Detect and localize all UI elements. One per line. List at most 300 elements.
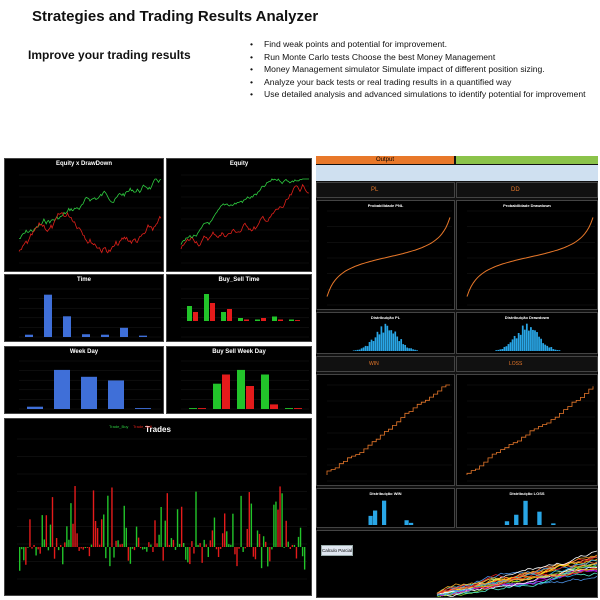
pl-summary [316, 182, 455, 198]
trade-bar [146, 547, 147, 552]
sell-bar [210, 303, 215, 321]
trade-bar [56, 538, 57, 547]
sell-bar [193, 312, 198, 321]
trade-bar [197, 545, 198, 547]
trade-bar [269, 547, 270, 561]
chart-title: Distribuição LOSS [509, 491, 545, 496]
trade-bar [245, 547, 246, 548]
time-bar [139, 336, 147, 337]
pl-histogram-bar [385, 324, 387, 351]
trade-bar [35, 547, 36, 555]
buy-bar [204, 294, 209, 321]
trade-bar [298, 537, 299, 547]
trade-bar [251, 504, 252, 547]
equity-green-line [181, 179, 309, 245]
dist-dd-svg [457, 313, 598, 354]
time-svg [5, 275, 164, 342]
dd-histogram-bar [532, 330, 534, 351]
trade-bar [277, 510, 278, 547]
trade-bar [72, 524, 73, 547]
dd-histogram-bar [516, 338, 518, 351]
trade-bar [154, 520, 155, 547]
win-distribution-chart [316, 488, 455, 528]
pl-histogram-bar [361, 348, 363, 351]
win-label: WIN [369, 361, 379, 367]
trade-bar [132, 547, 133, 549]
pl-histogram-bar [388, 330, 390, 351]
buy-bar [189, 408, 197, 409]
dd-histogram-bar [557, 350, 559, 351]
pl-histogram-bar [412, 349, 414, 351]
trade-bar [68, 540, 69, 547]
trade-bar [193, 547, 194, 554]
trade-bar [105, 547, 106, 558]
trade-bar [117, 540, 118, 547]
sell-bar [270, 404, 278, 409]
chart-title: Trades [145, 425, 171, 434]
time-bar [44, 295, 52, 337]
pl-histogram-bar [406, 348, 408, 351]
trade-bar [40, 547, 41, 554]
chart-title: Buy_Sell Time [218, 277, 260, 283]
dd-histogram-bar [559, 350, 561, 351]
trade-bar [50, 525, 51, 547]
monte-carlo-panel [316, 530, 598, 598]
pl-histogram-bar [392, 333, 394, 351]
trade-bar [288, 542, 289, 547]
trade-bar [273, 505, 274, 547]
trade-bar [247, 529, 248, 547]
dist-loss-svg [457, 489, 598, 528]
trade-bar [144, 547, 145, 549]
chart-title: Week Day [69, 349, 99, 355]
trade-bar [165, 521, 166, 547]
dd-histogram-bar [504, 347, 506, 351]
chart-title: Distribuição PL [370, 315, 401, 320]
dd-histogram-bar [536, 332, 538, 351]
loss-probability-curve [467, 386, 593, 475]
output-header: Output [316, 156, 454, 164]
time-bar [82, 334, 90, 337]
trade-bar [228, 544, 229, 547]
trade-bar [206, 544, 207, 547]
time-bar [63, 316, 71, 337]
buy-bar [255, 320, 260, 322]
loss-histogram-bar [537, 512, 541, 525]
trade-bar [124, 506, 125, 547]
dd-histogram-bar [546, 346, 548, 351]
pl-histogram-bar [396, 337, 398, 351]
dd-histogram-bar [506, 346, 508, 351]
trade-bar [97, 528, 98, 547]
equity-svg [167, 159, 312, 272]
trade-bar [230, 545, 231, 547]
trade-bar [271, 547, 272, 549]
trade-bar [85, 547, 86, 548]
trade-bar [242, 547, 243, 552]
trade-bar [156, 543, 157, 547]
dist-win-svg [317, 489, 455, 528]
pl-histogram-bar [387, 326, 389, 351]
buy-bar [272, 317, 277, 322]
loss-label: LOSS [509, 361, 523, 367]
buy-bar [213, 384, 221, 409]
trade-bar [222, 533, 223, 547]
page-title: Strategies and Trading Results Analyzer [32, 8, 319, 25]
sell-bar [246, 386, 254, 409]
pl-histogram-bar [410, 348, 412, 351]
trade-bar [58, 547, 59, 550]
trade-bar [175, 547, 176, 550]
trade-bar [265, 542, 266, 547]
trade-bar [259, 534, 260, 547]
dd-histogram-bar [530, 327, 532, 351]
trade-bar [78, 547, 79, 551]
page-subtitle: Improve your trading results [28, 48, 191, 62]
dd-histogram-bar [508, 344, 510, 351]
equity-chart [166, 158, 312, 272]
win-histogram-bar [382, 501, 386, 525]
weekday-bar [54, 370, 70, 409]
dd-probability-chart [456, 200, 598, 310]
stats-table [316, 165, 598, 181]
chart-title: Distribuição WIN [369, 491, 402, 496]
feature-item: • Money Management simulator Simulate impact of different position sizing. [246, 63, 586, 76]
dd-histogram-bar [526, 324, 528, 351]
trade-bar [195, 492, 196, 547]
chart-title: Probabilidade PNL [367, 203, 404, 208]
chart-title: Equity [229, 161, 249, 167]
trade-bar [302, 547, 303, 556]
trade-bar [300, 528, 301, 547]
dd-histogram-bar [548, 347, 550, 351]
feature-list [246, 38, 586, 101]
dd-histogram-bar [552, 349, 554, 351]
prob-pl-svg [317, 201, 455, 310]
trade-bar [181, 507, 182, 547]
dd-histogram-bar [528, 331, 530, 351]
weekday-bar [135, 408, 151, 409]
buy-sell-time-svg [167, 275, 312, 342]
pl-histogram-bar [375, 337, 377, 351]
trade-bar [93, 490, 94, 547]
win-histogram-bar [405, 520, 409, 525]
dd-histogram-bar [544, 345, 546, 351]
equity-drawdown-chart [4, 158, 164, 272]
trade-bar [136, 527, 137, 547]
trade-bar [283, 547, 284, 548]
pl-histogram-bar [355, 350, 357, 351]
trade-bar [126, 528, 127, 547]
pl-histogram-bar [408, 348, 410, 351]
dd-histogram-bar [522, 326, 524, 351]
sell-bar [295, 320, 300, 321]
pl-histogram-bar [398, 341, 400, 351]
chart-title: Buy Sell Week Day [212, 349, 266, 355]
trade-bar [255, 547, 256, 559]
output-header-right [456, 156, 598, 164]
dd-histogram-bar [499, 349, 501, 351]
buy-bar [238, 318, 243, 321]
trade-bar [257, 530, 258, 547]
trade-bar [212, 530, 213, 547]
sell-bar [278, 320, 283, 322]
monte-carlo-svg [317, 531, 598, 598]
trade-bar [87, 547, 88, 548]
trade-bar [185, 547, 186, 560]
win-probability-curve [327, 385, 450, 475]
trade-bar [152, 547, 153, 552]
trade-bar [286, 521, 287, 547]
buy-bar [221, 312, 226, 321]
buy-bar [237, 370, 245, 409]
time-bar [101, 335, 109, 337]
trade-bar [304, 547, 305, 570]
trade-bar [99, 545, 100, 547]
trade-bar [160, 507, 161, 547]
pl-histogram-bar [371, 340, 373, 351]
trade-bar [210, 540, 211, 547]
pl-histogram-bar [379, 334, 381, 351]
equity-red-line [181, 185, 309, 249]
prob-win-svg [317, 375, 455, 486]
pl-probability-curve [327, 217, 450, 296]
trade-bar [187, 547, 188, 562]
dist-pl-svg [317, 313, 455, 354]
trade-bar [150, 545, 151, 547]
win-summary [316, 356, 455, 372]
trade-bar [142, 547, 143, 550]
dd-probability-curve [467, 217, 593, 296]
feature-item: • Analyze your back tests or real trading results in a quantified way [246, 76, 586, 89]
trade-bar [19, 547, 20, 571]
loss-probability-chart [456, 374, 598, 486]
pl-histogram-bar [369, 342, 371, 351]
trade-bar [111, 487, 112, 547]
trade-bar [201, 547, 202, 563]
trade-bar [279, 486, 280, 547]
trade-bar [208, 547, 209, 557]
chart-title: Time [77, 277, 91, 283]
trade-bar [281, 493, 282, 547]
dd-histogram-bar [524, 330, 526, 351]
trade-bar [83, 547, 84, 550]
trade-bar [220, 547, 221, 549]
trade-bar [119, 544, 120, 547]
trade-bar [275, 502, 276, 547]
trade-bar [115, 541, 116, 547]
dd-histogram-bar [520, 335, 522, 351]
trade-bar [171, 538, 172, 547]
trade-bar [199, 543, 200, 547]
chart-title: Probabilidade Drawdown [503, 203, 551, 208]
loss-distribution-chart [456, 488, 598, 528]
sell-bar [261, 318, 266, 321]
trade-bar [103, 514, 104, 547]
calc-partial-button[interactable]: Calculo Parcial [321, 545, 353, 556]
loss-histogram-bar [523, 501, 527, 525]
sell-bar [198, 408, 206, 409]
weekday-bar [108, 380, 124, 409]
trade-bar [216, 547, 217, 549]
time-bar [120, 328, 128, 337]
buy-bar [289, 320, 294, 322]
output-dashboard [316, 156, 598, 598]
trade-bar [25, 547, 26, 565]
trade-bar [74, 486, 75, 547]
trade-bar [33, 545, 34, 547]
trade-bar [267, 547, 268, 566]
pl-distribution-chart [316, 312, 455, 354]
trade-bar [169, 545, 170, 547]
trade-bar [191, 541, 192, 547]
trade-bar [232, 514, 233, 547]
trade-bar [226, 531, 227, 547]
trade-bar [101, 519, 102, 547]
trade-bar [249, 492, 250, 547]
trade-bar [183, 543, 184, 547]
sell-bar [244, 320, 249, 322]
trade-bar [64, 542, 65, 547]
trade-bar [167, 493, 168, 547]
trade-bar [48, 547, 49, 550]
equity-line [19, 179, 161, 239]
dd-histogram-bar [510, 342, 512, 351]
sell-bar [227, 309, 232, 321]
trade-bar [173, 540, 174, 547]
dd-histogram-bar [555, 350, 557, 351]
trade-bar [91, 545, 92, 547]
trade-bar [177, 509, 178, 547]
chart-title: Equity x DrawDown [55, 161, 112, 167]
trade-bar [62, 547, 63, 564]
pl-histogram-bar [394, 332, 396, 351]
pl-histogram-bar [367, 346, 369, 351]
trade-bar [294, 545, 295, 547]
trade-bar [113, 547, 114, 558]
dd-histogram-bar [514, 336, 516, 351]
trade-bar [54, 547, 55, 559]
trade-bar [128, 547, 129, 561]
trade-bar [214, 518, 215, 547]
trade-bar [240, 496, 241, 547]
trade-bar [21, 547, 22, 549]
trade-bar [27, 547, 28, 548]
pl-histogram-bar [402, 344, 404, 351]
prob-loss-svg [457, 375, 598, 486]
pl-histogram-bar [365, 346, 367, 351]
loss-summary [456, 356, 598, 372]
trade-bar [263, 536, 264, 547]
trade-bar [81, 547, 82, 548]
feature-item: • Find weak points and potential for improvement. [246, 38, 586, 51]
win-histogram-bar [373, 511, 377, 525]
dd-histogram-bar [501, 349, 503, 351]
dd-histogram-bar [534, 330, 536, 351]
loss-histogram-bar [551, 523, 555, 525]
dd-histogram-bar [495, 350, 497, 351]
dd-histogram-bar [540, 339, 542, 351]
pl-histogram-bar [373, 341, 375, 351]
weekday-bar [27, 407, 43, 409]
trade-bar [89, 547, 90, 556]
trade-bar [23, 547, 24, 560]
dd-histogram-bar [518, 333, 520, 351]
trade-bar [66, 526, 67, 547]
loss-histogram-bar [514, 515, 518, 525]
trade-bar [46, 515, 47, 547]
pl-histogram-bar [383, 333, 385, 351]
sell-bar [294, 408, 302, 409]
pl-histogram-bar [381, 326, 383, 351]
trade-bar [179, 544, 180, 547]
pl-histogram-bar [357, 350, 359, 351]
dd-label: DD [511, 187, 520, 193]
trade-bar [261, 547, 262, 568]
trade-bar [138, 538, 139, 547]
trade-bar [189, 547, 190, 564]
trade-bar [60, 545, 61, 547]
pl-histogram-bar [359, 350, 361, 351]
trade-bar [140, 547, 141, 548]
dd-histogram-bar [512, 339, 514, 351]
trade-bar [236, 547, 237, 566]
trade-bar [122, 544, 123, 547]
pl-probability-chart [316, 200, 455, 310]
weekday-bar [81, 377, 97, 409]
trade-bar [42, 515, 43, 547]
trade-bar [218, 547, 219, 557]
trade-bar [37, 547, 38, 549]
buy-bar [187, 306, 192, 321]
dd-histogram-bar [497, 350, 499, 351]
trades-chart [4, 418, 312, 596]
pl-histogram-bar [414, 350, 416, 351]
trade-bar [234, 547, 235, 554]
sell-bar [222, 375, 230, 410]
trade-bar [292, 545, 293, 547]
win-probability-chart [316, 374, 455, 486]
legend-buy: Trade_Buy [109, 424, 129, 429]
buy-bar [261, 375, 269, 410]
trade-bar [163, 547, 164, 561]
feature-item: • Run Monte Carlo tests Choose the best Money Management [246, 51, 586, 64]
trade-bar [204, 540, 205, 547]
trade-bar [134, 547, 135, 550]
pl-label: PL [371, 187, 379, 193]
pl-histogram-bar [400, 339, 402, 351]
trade-bar [109, 547, 110, 566]
trade-bar [296, 547, 297, 558]
win-histogram-bar [369, 516, 373, 525]
pl-histogram-bar [416, 350, 418, 351]
trade-bar [224, 513, 225, 547]
chart-title: Distribuição Drawdown [504, 315, 550, 320]
dd-histogram-bar [542, 343, 544, 351]
trade-bar [31, 547, 32, 549]
win-histogram-bar [409, 523, 413, 525]
trades-svg [5, 419, 312, 596]
trade-bar [95, 521, 96, 547]
week-day-svg [5, 347, 164, 414]
trade-bar [290, 547, 291, 549]
buy-bar [285, 408, 293, 409]
time-chart [4, 274, 164, 342]
dd-histogram-bar [538, 337, 540, 351]
equity-drawdown-svg [5, 159, 164, 272]
trade-bar [253, 547, 254, 557]
pl-histogram-bar [353, 350, 355, 351]
